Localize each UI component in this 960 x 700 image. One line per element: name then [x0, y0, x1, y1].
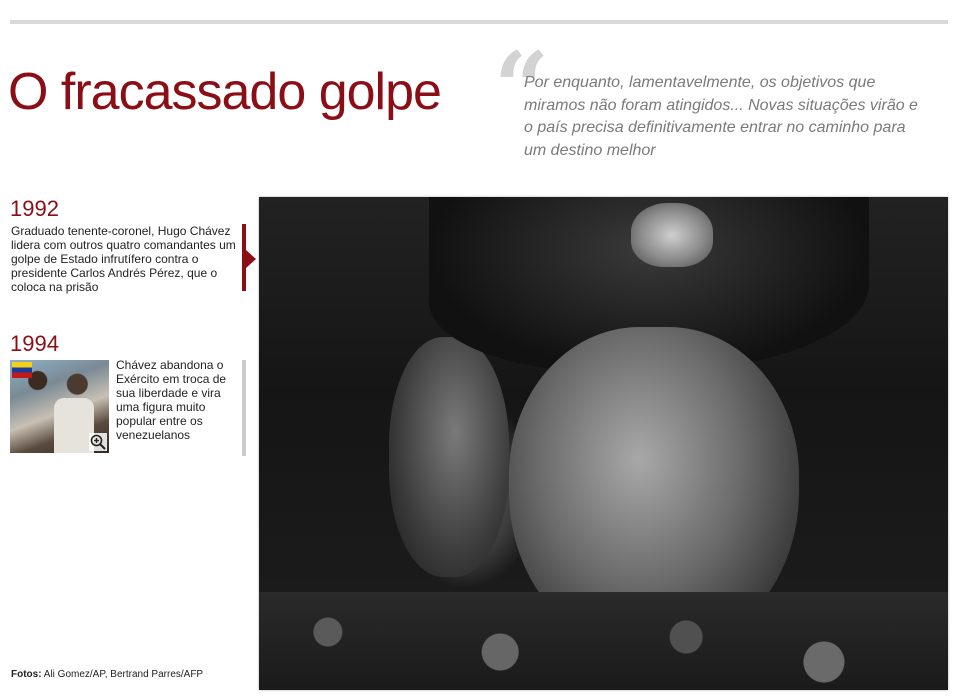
main-photo	[259, 197, 948, 690]
active-entry-arrow-icon	[246, 250, 256, 268]
page-title: O fracassado golpe	[8, 63, 441, 121]
photo-insignia	[631, 203, 713, 267]
timeline-year-1992[interactable]: 1992	[10, 196, 59, 221]
flag-graphic	[12, 362, 32, 378]
credits-label: Fotos:	[11, 669, 42, 680]
pull-quote: Por enquanto, lamentavelmente, os objetivos que miramos não foram atingidos... Novas situações virão e o país precisa definitivamente entrar no caminho para um destino melhor	[524, 74, 918, 159]
top-divider	[10, 20, 948, 24]
quote-mark-icon: “	[494, 31, 550, 144]
timeline-entry-1994-text[interactable]: Chávez abandona o Exército em troca de sua liberdade e vira uma figura muito popular entre os venezuelanos	[116, 358, 227, 442]
credits-text: Ali Gomez/AP, Bertrand Parres/AFP	[43, 669, 204, 680]
photo-uniform	[259, 592, 948, 690]
photo-credits	[11, 669, 203, 680]
zoom-in-icon[interactable]	[89, 433, 107, 451]
inactive-entry-indicator	[242, 360, 246, 456]
timeline-year-1994[interactable]: 1994	[10, 331, 59, 356]
timeline-entry-1992-text[interactable]: Graduado tenente-coronel, Hugo Chávez lidera com outros quatro comandantes um golpe de Estado infrutífero contra o presidente Carlos Andrés Pérez, que o coloca na prisão	[11, 224, 236, 294]
photo-background-figure	[389, 337, 509, 577]
thumbnail-figure	[54, 398, 94, 453]
timeline-1994-thumbnail[interactable]	[10, 360, 109, 453]
